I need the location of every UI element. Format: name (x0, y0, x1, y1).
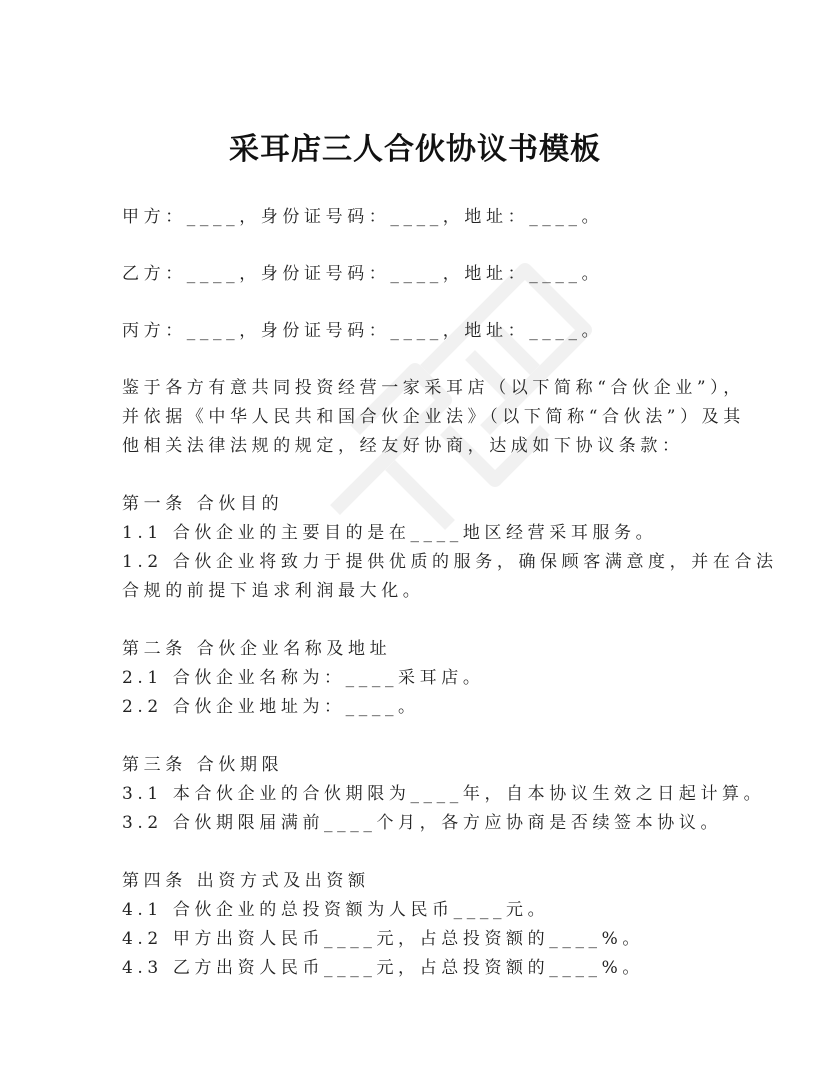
clause-line: 2.2 合伙企业地址为：____。 (122, 697, 420, 717)
party-b-line: 乙方：____，身份证号码：____，地址：____。 (122, 264, 604, 284)
clause-line: 2.1 合伙企业名称为：____采耳店。 (122, 668, 485, 688)
document-title: 采耳店三人合伙协议书模板 (229, 132, 601, 167)
preamble-line: 并依据《中华人民共和国合伙企业法》（以下简称“合伙法”）及其 (122, 407, 745, 427)
clause-line: 4.3 乙方出资人民币____元，占总投资额的____%。 (122, 958, 644, 978)
clause-line: 合规的前提下追求利润最大化。 (122, 581, 425, 601)
section-heading: 第四条 出资方式及出资额 (122, 871, 370, 891)
clause-line: 1.2 合伙企业将致力于提供优质的服务，确保顾客满意度，并在合法 (122, 552, 778, 572)
section-heading: 第三条 合伙期限 (122, 755, 284, 775)
clause-line: 1.1 合伙企业的主要目的是在____地区经营采耳服务。 (122, 523, 658, 543)
preamble-line: 他相关法律法规的规定，经友好协商，达成如下协议条款： (122, 436, 684, 456)
section-heading: 第二条 合伙企业名称及地址 (122, 639, 392, 659)
clause-line: 4.2 甲方出资人民币____元，占总投资额的____%。 (122, 929, 644, 949)
document-body (122, 203, 778, 983)
clause-line: 4.1 合伙企业的总投资额为人民币____元。 (122, 900, 550, 920)
party-a-line: 甲方：____，身份证号码：____，地址：____。 (122, 207, 604, 227)
clause-line: 3.1 本合伙企业的合伙期限为____年，自本协议生效之日起计算。 (122, 784, 766, 804)
party-c-line: 丙方：____，身份证号码：____，地址：____。 (122, 321, 604, 341)
preamble-line: 鉴于各方有意共同投资经营一家采耳店（以下简称“合伙企业”）， (122, 378, 745, 398)
clause-line: 3.2 合伙期限届满前____个月，各方应协商是否续签本协议。 (122, 813, 723, 833)
section-heading: 第一条 合伙目的 (122, 494, 284, 514)
